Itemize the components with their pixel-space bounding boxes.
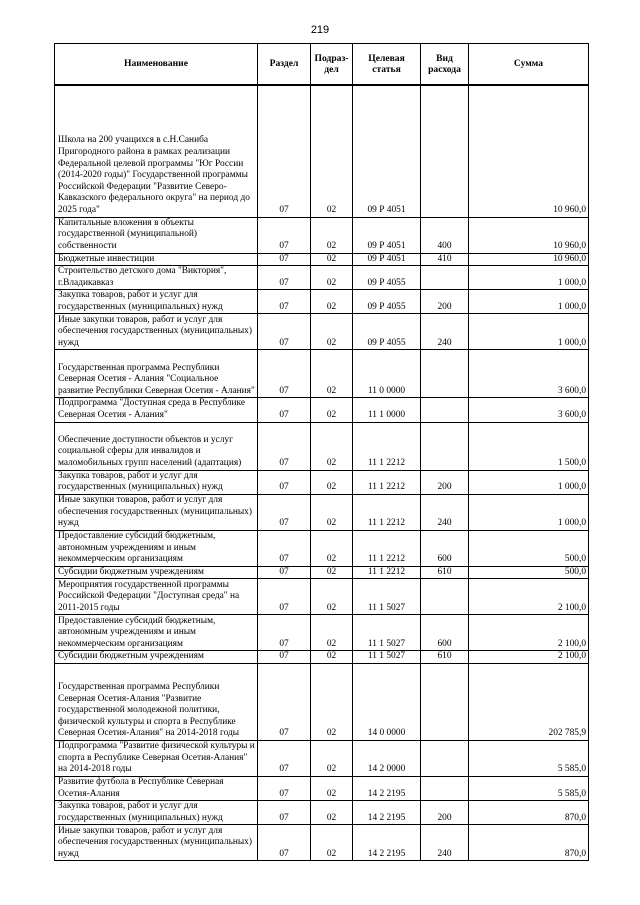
row-expense-type: 240 bbox=[421, 494, 469, 530]
row-name: Развитие футбола в Республике Северная Осетия-Алания bbox=[55, 777, 258, 801]
row-expense-type: 410 bbox=[421, 253, 469, 266]
row-section: 07 bbox=[258, 470, 311, 494]
row-name: Подпрограмма "Развитие физической культуры и спорта в Республике Северная Осетия-Алания" на 2014-2018 годы bbox=[55, 741, 258, 777]
table-row bbox=[55, 615, 589, 651]
row-sum: 3 600,0 bbox=[469, 398, 589, 422]
row-name: Иные закупки товаров, работ и услуг для обеспечения государственных (муниципальных) нужд bbox=[55, 314, 258, 350]
row-name: Иные закупки товаров, работ и услуг для обеспечения государственных (муниципальных) нужд bbox=[55, 825, 258, 861]
table-row bbox=[55, 398, 589, 422]
row-target: 11 1 2212 bbox=[353, 422, 421, 470]
row-expense-type: 600 bbox=[421, 615, 469, 651]
row-name: Предоставление субсидий бюджетным, автономным учреждениям и иным некоммерческим организациям bbox=[55, 615, 258, 651]
header-sum: Сумма bbox=[469, 44, 589, 86]
row-sum: 10 960,0 bbox=[469, 253, 589, 266]
row-name: Школа на 200 учащихся в с.Н.Саниба Пригородного района в рамках реализации Федеральной целевой программы "Юг России (2014-2020 годы)" Государственной программы Российской Федерации "Развитие Северо-Кавказского федерального округа" на период до 2025 года" bbox=[55, 85, 258, 217]
row-expense-type bbox=[421, 398, 469, 422]
row-section: 07 bbox=[258, 566, 311, 579]
row-subsection: 02 bbox=[311, 825, 353, 861]
row-section: 07 bbox=[258, 615, 311, 651]
row-target: 14 2 2195 bbox=[353, 825, 421, 861]
row-expense-type bbox=[421, 422, 469, 470]
row-target: 14 0 0000 bbox=[353, 664, 421, 741]
table-row bbox=[55, 350, 589, 398]
row-section: 07 bbox=[258, 314, 311, 350]
row-section: 07 bbox=[258, 422, 311, 470]
row-subsection: 02 bbox=[311, 266, 353, 290]
header-subsection: Подраз-дел bbox=[311, 44, 353, 86]
row-subsection: 02 bbox=[311, 398, 353, 422]
row-section: 07 bbox=[258, 777, 311, 801]
row-section: 07 bbox=[258, 494, 311, 530]
row-sum: 10 960,0 bbox=[469, 85, 589, 217]
row-sum: 1 000,0 bbox=[469, 494, 589, 530]
row-section: 07 bbox=[258, 398, 311, 422]
row-sum: 1 000,0 bbox=[469, 314, 589, 350]
row-sum: 500,0 bbox=[469, 566, 589, 579]
row-sum: 10 960,0 bbox=[469, 217, 589, 253]
row-subsection: 02 bbox=[311, 530, 353, 566]
row-subsection: 02 bbox=[311, 85, 353, 217]
row-expense-type bbox=[421, 266, 469, 290]
row-subsection: 02 bbox=[311, 350, 353, 398]
budget-table bbox=[54, 43, 589, 861]
row-subsection: 02 bbox=[311, 566, 353, 579]
table-row bbox=[55, 664, 589, 741]
header-name: Наименование bbox=[55, 44, 258, 86]
row-expense-type: 200 bbox=[421, 470, 469, 494]
row-target: 09 Р 4051 bbox=[353, 85, 421, 217]
row-name: Подпрограмма "Доступная среда в Республике Северная Осетия - Алания" bbox=[55, 398, 258, 422]
row-name: Закупка товаров, работ и услуг для государственных (муниципальных) нужд bbox=[55, 801, 258, 825]
row-section: 07 bbox=[258, 801, 311, 825]
row-subsection: 02 bbox=[311, 422, 353, 470]
row-target: 11 1 5027 bbox=[353, 651, 421, 664]
table-row bbox=[55, 566, 589, 579]
row-target: 11 1 2212 bbox=[353, 566, 421, 579]
row-expense-type: 240 bbox=[421, 314, 469, 350]
row-name: Строительство детского дома "Виктория", г.Владикавказ bbox=[55, 266, 258, 290]
row-sum: 500,0 bbox=[469, 530, 589, 566]
table-header-row bbox=[55, 44, 589, 86]
row-section: 07 bbox=[258, 741, 311, 777]
row-sum: 5 585,0 bbox=[469, 777, 589, 801]
table-row bbox=[55, 470, 589, 494]
row-sum: 2 100,0 bbox=[469, 579, 589, 615]
row-subsection: 02 bbox=[311, 801, 353, 825]
row-name: Обеспечение доступности объектов и услуг социальной сферы для инвалидов и маломобильных групп населений (адаптация) bbox=[55, 422, 258, 470]
row-target: 11 1 2212 bbox=[353, 530, 421, 566]
row-target: 09 Р 4055 bbox=[353, 290, 421, 314]
row-name: Капитальные вложения в объекты государственной (муниципальной) собственности bbox=[55, 217, 258, 253]
row-name: Предоставление субсидий бюджетным, автономным учреждениям и иным некоммерческим организациям bbox=[55, 530, 258, 566]
row-target: 11 1 5027 bbox=[353, 615, 421, 651]
row-target: 14 2 2195 bbox=[353, 777, 421, 801]
header-section: Раздел bbox=[258, 44, 311, 86]
row-name: Мероприятия государственной программы Российской Федерации "Доступная среда" на 2011-2015 годы bbox=[55, 579, 258, 615]
row-expense-type: 200 bbox=[421, 801, 469, 825]
row-name: Закупка товаров, работ и услуг для государственных (муниципальных) нужд bbox=[55, 470, 258, 494]
row-sum: 2 100,0 bbox=[469, 615, 589, 651]
row-name: Субсидии бюджетным учреждениям bbox=[55, 651, 258, 664]
row-sum: 5 585,0 bbox=[469, 741, 589, 777]
row-section: 07 bbox=[258, 290, 311, 314]
page-number: 219 bbox=[310, 24, 330, 36]
row-expense-type bbox=[421, 579, 469, 615]
row-subsection: 02 bbox=[311, 494, 353, 530]
row-expense-type: 610 bbox=[421, 566, 469, 579]
row-section: 07 bbox=[258, 651, 311, 664]
row-name: Государственная программа Республики Северная Осетия - Алания "Социальное развитие Республики Северная Осетия - Алания" bbox=[55, 350, 258, 398]
row-expense-type: 240 bbox=[421, 825, 469, 861]
row-subsection: 02 bbox=[311, 651, 353, 664]
row-section: 07 bbox=[258, 85, 311, 217]
table-row bbox=[55, 651, 589, 664]
row-subsection: 02 bbox=[311, 579, 353, 615]
row-name: Иные закупки товаров, работ и услуг для обеспечения государственных (муниципальных) нужд bbox=[55, 494, 258, 530]
table-row bbox=[55, 801, 589, 825]
row-section: 07 bbox=[258, 266, 311, 290]
row-expense-type bbox=[421, 350, 469, 398]
row-expense-type: 200 bbox=[421, 290, 469, 314]
table-row bbox=[55, 314, 589, 350]
row-section: 07 bbox=[258, 217, 311, 253]
row-target: 14 2 0000 bbox=[353, 741, 421, 777]
row-sum: 3 600,0 bbox=[469, 350, 589, 398]
header-expense-type: Вид расхода bbox=[421, 44, 469, 86]
row-expense-type bbox=[421, 777, 469, 801]
row-section: 07 bbox=[258, 530, 311, 566]
row-subsection: 02 bbox=[311, 217, 353, 253]
row-target: 11 1 2212 bbox=[353, 494, 421, 530]
row-name: Закупка товаров, работ и услуг для государственных (муниципальных) нужд bbox=[55, 290, 258, 314]
row-name: Субсидии бюджетным учреждениям bbox=[55, 566, 258, 579]
row-target: 11 1 5027 bbox=[353, 579, 421, 615]
row-section: 07 bbox=[258, 350, 311, 398]
row-expense-type bbox=[421, 85, 469, 217]
table-row bbox=[55, 253, 589, 266]
table-row bbox=[55, 217, 589, 253]
row-name: Государственная программа Республики Северная Осетия-Алания "Развитие государственной молодежной политики, физической культуры и спорта в Республике Северная Осетия-Алания" на 2014-2018 годы bbox=[55, 664, 258, 741]
row-section: 07 bbox=[258, 253, 311, 266]
row-target: 09 Р 4051 bbox=[353, 253, 421, 266]
row-sum: 870,0 bbox=[469, 801, 589, 825]
table-row bbox=[55, 579, 589, 615]
row-target: 09 Р 4055 bbox=[353, 314, 421, 350]
row-name: Бюджетные инвестиции bbox=[55, 253, 258, 266]
row-target: 11 0 0000 bbox=[353, 350, 421, 398]
row-expense-type: 610 bbox=[421, 651, 469, 664]
row-sum: 870,0 bbox=[469, 825, 589, 861]
row-section: 07 bbox=[258, 664, 311, 741]
row-subsection: 02 bbox=[311, 615, 353, 651]
table-row bbox=[55, 266, 589, 290]
table-row bbox=[55, 530, 589, 566]
row-section: 07 bbox=[258, 579, 311, 615]
row-sum: 1 000,0 bbox=[469, 290, 589, 314]
row-target: 11 1 2212 bbox=[353, 470, 421, 494]
row-expense-type: 400 bbox=[421, 217, 469, 253]
row-subsection: 02 bbox=[311, 741, 353, 777]
row-target: 09 Р 4055 bbox=[353, 266, 421, 290]
row-sum: 1 000,0 bbox=[469, 470, 589, 494]
row-subsection: 02 bbox=[311, 314, 353, 350]
row-sum: 202 785,9 bbox=[469, 664, 589, 741]
row-target: 14 2 2195 bbox=[353, 801, 421, 825]
row-section: 07 bbox=[258, 825, 311, 861]
row-sum: 1 000,0 bbox=[469, 266, 589, 290]
row-subsection: 02 bbox=[311, 664, 353, 741]
header-target: Целевая статья bbox=[353, 44, 421, 86]
table-row bbox=[55, 422, 589, 470]
table-row bbox=[55, 85, 589, 217]
row-subsection: 02 bbox=[311, 777, 353, 801]
table-row bbox=[55, 777, 589, 801]
table-row bbox=[55, 290, 589, 314]
row-expense-type bbox=[421, 664, 469, 741]
table-row bbox=[55, 825, 589, 861]
row-subsection: 02 bbox=[311, 470, 353, 494]
row-sum: 2 100,0 bbox=[469, 651, 589, 664]
row-subsection: 02 bbox=[311, 253, 353, 266]
row-expense-type: 600 bbox=[421, 530, 469, 566]
row-target: 11 1 0000 bbox=[353, 398, 421, 422]
table-row bbox=[55, 741, 589, 777]
row-subsection: 02 bbox=[311, 290, 353, 314]
row-target: 09 Р 4051 bbox=[353, 217, 421, 253]
row-expense-type bbox=[421, 741, 469, 777]
row-sum: 1 500,0 bbox=[469, 422, 589, 470]
table-row bbox=[55, 494, 589, 530]
